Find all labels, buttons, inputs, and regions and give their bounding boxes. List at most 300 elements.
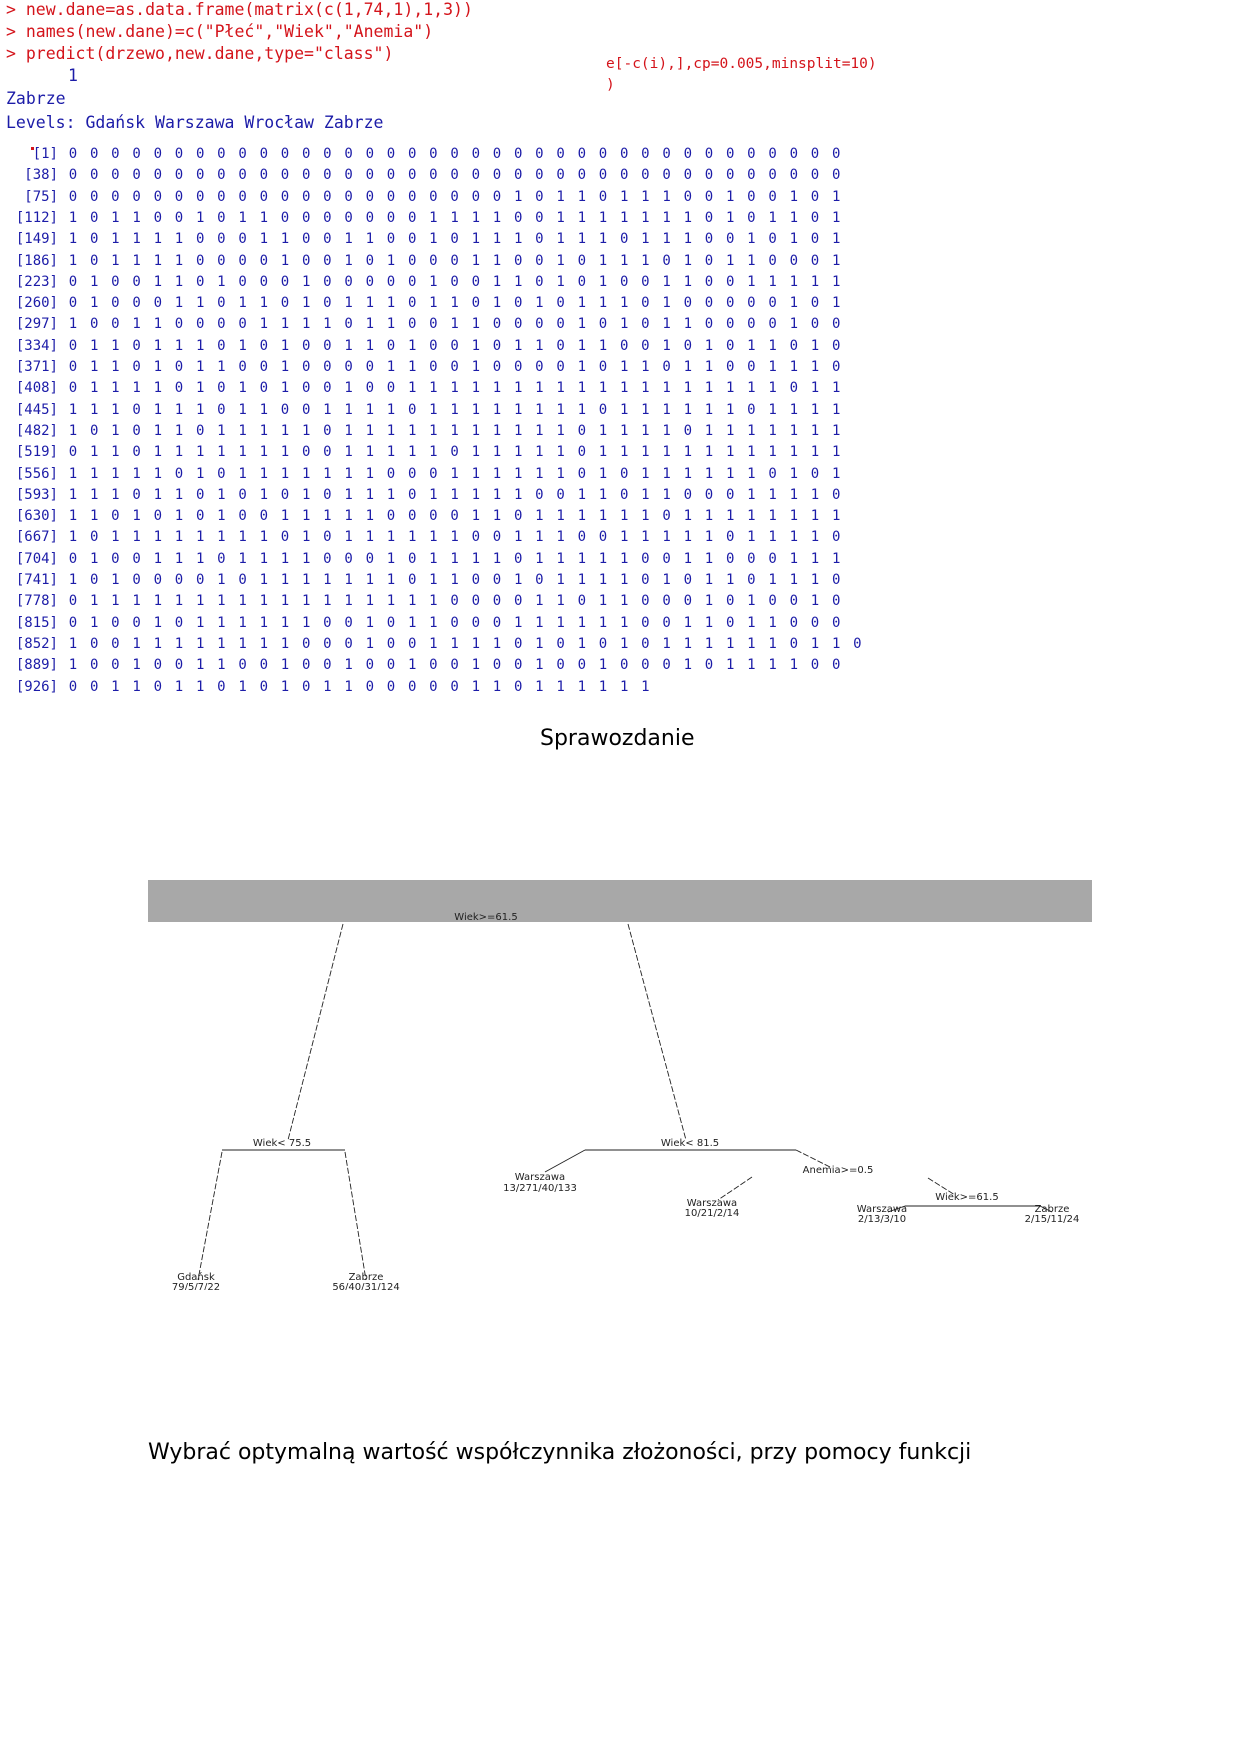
vector-value: 1 xyxy=(831,231,841,248)
vector-value: 1 xyxy=(810,422,820,439)
vector-value: 0 xyxy=(725,231,735,248)
vector-value: 1 xyxy=(768,529,777,546)
vector-value: 1 xyxy=(768,273,777,290)
vector-value: 1 xyxy=(111,422,120,439)
leaf-counts-label: 13/271/40/133 xyxy=(503,1183,577,1194)
vector-value: 1 xyxy=(429,635,438,652)
vector-value: 1 xyxy=(662,231,671,248)
vector-value: 0 xyxy=(132,444,141,461)
vector-value: 0 xyxy=(323,550,332,567)
vector-value: 0 xyxy=(407,572,417,588)
vector-value: 1 xyxy=(683,635,693,652)
vector-value: 1 xyxy=(386,316,396,333)
vector-value: 1 xyxy=(301,465,311,482)
vector-value: 1 xyxy=(174,444,184,461)
vector-value: 0 xyxy=(513,167,523,184)
vector-value: 0 xyxy=(365,657,375,674)
vector-value: 1 xyxy=(238,529,247,546)
vector-value: 0 xyxy=(323,273,332,290)
vector-row-index: [815] xyxy=(15,614,58,631)
vector-row xyxy=(6,636,866,656)
vector-row xyxy=(6,529,866,549)
vector-value: 0 xyxy=(513,359,523,375)
vector-value: 1 xyxy=(365,422,375,439)
vector-value: 0 xyxy=(365,359,375,375)
vector-value: 0 xyxy=(195,146,205,162)
vector-value: 0 xyxy=(619,657,629,674)
vector-value: 1 xyxy=(471,635,481,652)
vector-value: 1 xyxy=(280,678,290,695)
vector-value: 1 xyxy=(471,359,481,375)
vector-value: 0 xyxy=(831,486,841,503)
vector-value: 0 xyxy=(492,359,502,375)
vector-value: 0 xyxy=(619,146,629,162)
vector-value: 1 xyxy=(365,593,375,610)
vector-value: 0 xyxy=(747,572,756,588)
vector-value: 0 xyxy=(577,529,587,546)
vector-value: 0 xyxy=(238,316,247,333)
vector-value: 0 xyxy=(450,273,459,290)
vector-value: 0 xyxy=(238,657,247,674)
vector-value: 1 xyxy=(768,657,777,674)
vector-value: 1 xyxy=(365,614,375,631)
vector-value: 0 xyxy=(386,231,396,248)
vector-value: 1 xyxy=(768,635,777,652)
vector-value: 1 xyxy=(174,273,184,290)
vector-value: 1 xyxy=(238,678,247,695)
vector-value: 0 xyxy=(768,593,777,610)
vector-value: 1 xyxy=(365,635,375,652)
tree-header-band xyxy=(148,880,1092,922)
vector-value: 1 xyxy=(386,422,396,439)
vector-value: 0 xyxy=(238,508,247,525)
vector-value: 1 xyxy=(259,635,269,652)
vector-value: 1 xyxy=(789,188,799,205)
vector-value: 1 xyxy=(768,572,777,588)
vector-value: 1 xyxy=(344,678,353,695)
vector-value: 1 xyxy=(217,614,226,631)
vector-value: 1 xyxy=(725,188,735,205)
vector-value: 0 xyxy=(471,529,481,546)
vector-value: 1 xyxy=(513,444,523,461)
vector-value: 1 xyxy=(365,486,375,503)
vector-value: 1 xyxy=(662,316,671,333)
vector-value: 0 xyxy=(725,550,735,567)
vector-value: 0 xyxy=(683,167,693,184)
vector-value: 1 xyxy=(492,444,502,461)
vector-value: 1 xyxy=(386,572,396,588)
vector-value: 0 xyxy=(132,146,141,162)
vector-value: 1 xyxy=(259,444,269,461)
vector-value: 0 xyxy=(174,146,184,162)
vector-value: 1 xyxy=(683,380,693,397)
vector-value: 0 xyxy=(386,508,396,525)
vector-value: 1 xyxy=(619,252,629,269)
vector-value: 1 xyxy=(259,465,269,482)
vector-value: 0 xyxy=(301,401,311,418)
vector-value: 0 xyxy=(619,486,629,503)
vector-value: 0 xyxy=(598,188,608,205)
vector-value: 0 xyxy=(662,657,671,674)
vector-value: 1 xyxy=(429,295,438,312)
vector-value: 1 xyxy=(323,508,332,525)
vector-value: 1 xyxy=(662,422,671,439)
vector-value: 1 xyxy=(344,380,353,397)
vector-value: 1 xyxy=(492,209,502,226)
vector-row xyxy=(6,444,866,464)
vector-value: 1 xyxy=(513,465,523,482)
vector-value: 1 xyxy=(195,614,205,631)
vector-value: 1 xyxy=(238,401,247,418)
vector-value: 0 xyxy=(619,465,629,482)
vector-value: 1 xyxy=(598,337,608,354)
vector-value: 0 xyxy=(280,209,290,226)
vector-value: 1 xyxy=(492,422,502,439)
anemia-split-label: Anemia>=0.5 xyxy=(802,1165,874,1176)
vector-value: 1 xyxy=(704,359,714,375)
vector-value: 1 xyxy=(344,337,353,354)
vector-value: 0 xyxy=(323,529,332,546)
vector-value: 1 xyxy=(810,593,820,610)
vector-value: 1 xyxy=(217,593,226,610)
vector-value: 1 xyxy=(174,337,184,354)
vector-value: 1 xyxy=(768,401,777,418)
vector-value: 1 xyxy=(704,380,714,397)
console-side-note: e[-c(i),],cp=0.005,minsplit=10) xyxy=(606,56,877,72)
vector-value: 1 xyxy=(768,209,777,226)
vector-value: 0 xyxy=(429,508,438,525)
vector-value: 0 xyxy=(704,252,714,269)
vector-value: 0 xyxy=(831,167,841,184)
vector-value: 0 xyxy=(429,252,438,269)
vector-value: 1 xyxy=(132,593,141,610)
vector-value: 0 xyxy=(598,146,608,162)
vector-value: 0 xyxy=(259,657,269,674)
vector-value: 0 xyxy=(619,231,629,248)
vector-value: 0 xyxy=(323,422,332,439)
vector-value: 0 xyxy=(810,167,820,184)
vector-value: 1 xyxy=(662,529,671,546)
vector-value: 1 xyxy=(195,635,205,652)
vector-value: 0 xyxy=(492,316,502,333)
vector-value: 0 xyxy=(556,486,565,503)
vector-value: 1 xyxy=(450,401,459,418)
vector-value: 0 xyxy=(450,188,459,205)
vector-value: 0 xyxy=(598,401,608,418)
vector-value: 1 xyxy=(386,444,396,461)
vector-value: 0 xyxy=(704,209,714,226)
vector-value: 1 xyxy=(450,209,459,226)
vector-value: 1 xyxy=(831,550,841,567)
vector-value: 1 xyxy=(365,401,375,418)
vector-value: 0 xyxy=(386,657,396,674)
vector-value: 1 xyxy=(323,593,332,610)
vector-value: 1 xyxy=(747,657,756,674)
vector-value: 0 xyxy=(556,316,565,333)
vector-value: 0 xyxy=(577,273,587,290)
vector-value: 0 xyxy=(556,146,565,162)
vector-value: 1 xyxy=(450,572,459,588)
vector-value: 0 xyxy=(344,316,353,333)
vector-value: 1 xyxy=(810,401,820,418)
vector-value: 1 xyxy=(217,486,226,503)
vector-value: 1 xyxy=(535,678,544,695)
vector-value: 1 xyxy=(662,295,671,312)
vector-value: 0 xyxy=(280,273,290,290)
vector-value: 0 xyxy=(301,657,311,674)
vector-value: 0 xyxy=(810,657,820,674)
vector-value: 1 xyxy=(111,593,120,610)
vector-value: 1 xyxy=(365,231,375,248)
vector-value: 1 xyxy=(195,209,205,226)
vector-value: 0 xyxy=(683,422,693,439)
vector-value: 1 xyxy=(577,635,587,652)
vector-value: 0 xyxy=(153,572,163,588)
vector-value: 1 xyxy=(747,231,756,248)
vector-value: 1 xyxy=(556,252,565,269)
vector-value: 0 xyxy=(492,657,502,674)
vector-value: 1 xyxy=(323,401,332,418)
vector-value: 1 xyxy=(789,316,799,333)
vector-value: 1 xyxy=(598,508,608,525)
vector-value: 1 xyxy=(831,295,841,312)
vector-value: 1 xyxy=(577,550,587,567)
vector-value: 0 xyxy=(662,550,671,567)
vector-value: 1 xyxy=(89,444,99,461)
vector-value: 1 xyxy=(768,444,777,461)
vector-value: 0 xyxy=(174,657,184,674)
vector-value: 0 xyxy=(747,209,756,226)
vector-value: 1 xyxy=(386,252,396,269)
vector-value: 0 xyxy=(259,678,269,695)
vector-value: 0 xyxy=(323,167,332,184)
vector-value: 0 xyxy=(768,146,777,162)
vector-value: 1 xyxy=(577,359,587,375)
vector-value: 1 xyxy=(407,444,417,461)
vector-value: 0 xyxy=(386,209,396,226)
vector-value: 1 xyxy=(323,316,332,333)
vector-value: 1 xyxy=(535,295,544,312)
vector-value: 0 xyxy=(471,167,481,184)
vector-value: 0 xyxy=(153,146,163,162)
vector-value: 1 xyxy=(344,231,353,248)
vector-value: 1 xyxy=(662,273,671,290)
vector-value: 1 xyxy=(407,614,417,631)
vector-value: 0 xyxy=(641,146,650,162)
vector-value: 0 xyxy=(217,252,226,269)
vector-value: 1 xyxy=(492,252,502,269)
vector-value: 1 xyxy=(725,209,735,226)
vector-value: 1 xyxy=(111,252,120,269)
vector-value: 1 xyxy=(429,231,438,248)
vector-value: 1 xyxy=(89,380,99,397)
vector-value: 1 xyxy=(471,401,481,418)
vector-value: 1 xyxy=(810,635,820,652)
vector-value: 1 xyxy=(789,209,799,226)
vector-value: 0 xyxy=(683,572,693,588)
vector-value: 0 xyxy=(301,231,311,248)
vector-value: 0 xyxy=(471,572,481,588)
vector-value: 1 xyxy=(344,657,353,674)
vector-value: 0 xyxy=(365,252,375,269)
vector-value: 1 xyxy=(195,465,205,482)
vector-value: 1 xyxy=(195,359,205,375)
tree-edge xyxy=(545,1150,585,1172)
vector-value: 1 xyxy=(111,465,120,482)
vector-value: 0 xyxy=(513,657,523,674)
vector-value: 0 xyxy=(429,465,438,482)
vector-value: 0 xyxy=(662,252,671,269)
vector-value: 1 xyxy=(195,380,205,397)
vector-value: 1 xyxy=(641,444,650,461)
vector-value: 1 xyxy=(513,273,523,290)
vector-value: 1 xyxy=(619,316,629,333)
vector-value: 1 xyxy=(280,465,290,482)
vector-value: 1 xyxy=(238,422,247,439)
vector-value: 1 xyxy=(810,508,820,525)
vector-value: 1 xyxy=(831,508,841,525)
vector-value: 0 xyxy=(344,188,353,205)
vector-value: 0 xyxy=(556,657,565,674)
vector-value: 0 xyxy=(344,614,353,631)
vector-value: 0 xyxy=(768,295,777,312)
vector-value: 1 xyxy=(471,657,481,674)
vector-row xyxy=(6,380,866,400)
vector-value: 1 xyxy=(831,444,841,461)
vector-value: 1 xyxy=(768,337,777,354)
vector-value: 0 xyxy=(301,188,311,205)
vector-value: 0 xyxy=(747,401,756,418)
vector-value: 0 xyxy=(577,593,587,610)
vector-value: 0 xyxy=(89,188,99,205)
vector-value: 0 xyxy=(217,316,226,333)
vector-value: 1 xyxy=(68,572,78,588)
vector-value: 0 xyxy=(768,167,777,184)
vector-row xyxy=(6,167,866,187)
vector-value: 1 xyxy=(641,529,650,546)
vector-value: 1 xyxy=(556,209,565,226)
vector-value: 0 xyxy=(301,167,311,184)
vector-value: 0 xyxy=(471,188,481,205)
vector-value: 0 xyxy=(68,167,78,184)
vector-value: 1 xyxy=(174,295,184,312)
vector-value: 0 xyxy=(238,231,247,248)
vector-value: 1 xyxy=(662,486,671,503)
vector-row-index: [371] xyxy=(15,359,58,375)
vector-value: 0 xyxy=(407,231,417,248)
vector-value: 0 xyxy=(577,422,587,439)
vector-row-index: [38] xyxy=(24,167,58,184)
decision-tree-figure xyxy=(0,850,1240,1290)
vector-value: 1 xyxy=(386,529,396,546)
vector-value: 0 xyxy=(471,593,481,610)
vector-value: 1 xyxy=(810,380,820,397)
vector-value: 0 xyxy=(111,657,120,674)
vector-value: 0 xyxy=(747,359,756,375)
vector-value: 0 xyxy=(535,572,544,588)
vector-value: 0 xyxy=(810,209,820,226)
vector-value: 0 xyxy=(492,572,502,588)
vector-value: 0 xyxy=(217,465,226,482)
vector-value: 1 xyxy=(577,572,587,588)
vector-value: 1 xyxy=(535,422,544,439)
vector-value: 1 xyxy=(619,550,629,567)
vector-value: 1 xyxy=(153,550,163,567)
vector-value: 1 xyxy=(153,401,163,418)
vector-value: 1 xyxy=(598,295,608,312)
vector-value: 1 xyxy=(641,422,650,439)
vector-value: 1 xyxy=(471,209,481,226)
vector-value: 1 xyxy=(598,572,608,588)
vector-value: 0 xyxy=(301,635,311,652)
vector-value: 1 xyxy=(450,316,459,333)
vector-value: 1 xyxy=(132,508,141,525)
vector-value: 0 xyxy=(662,508,671,525)
vector-value: 1 xyxy=(238,444,247,461)
vector-value: 1 xyxy=(153,529,163,546)
vector-value: 0 xyxy=(132,337,141,354)
vector-value: 1 xyxy=(471,316,481,333)
vector-value: 1 xyxy=(68,486,78,503)
vector-value: 1 xyxy=(641,465,650,482)
leaf-counts-label: 2/15/11/24 xyxy=(1024,1214,1080,1225)
vector-value: 0 xyxy=(641,337,650,354)
vector-value: 0 xyxy=(217,188,226,205)
vector-value: 0 xyxy=(174,380,184,397)
vector-row-index: [75] xyxy=(24,188,58,205)
vector-value: 1 xyxy=(471,550,481,567)
vector-row-index: [408] xyxy=(15,380,58,397)
vector-row xyxy=(6,593,866,613)
vector-value: 0 xyxy=(365,550,375,567)
vector-value: 1 xyxy=(492,380,502,397)
vector-value: 1 xyxy=(619,188,629,205)
vector-value: 0 xyxy=(535,252,544,269)
vector-value: 1 xyxy=(429,401,438,418)
vector-value: 1 xyxy=(831,209,841,226)
vector-value: 1 xyxy=(725,401,735,418)
vector-value: 1 xyxy=(725,572,735,588)
vector-value: 1 xyxy=(386,359,396,375)
vector-row-index: [223] xyxy=(15,273,58,290)
levels-line: Levels: Gdańsk Warszawa Wrocław Zabrze xyxy=(6,113,384,132)
vector-value: 0 xyxy=(217,401,226,418)
vector-value: 0 xyxy=(386,678,396,695)
vector-value: 1 xyxy=(450,635,459,652)
vector-value: 1 xyxy=(301,508,311,525)
vector-value: 1 xyxy=(619,572,629,588)
leaf-counts-label: 2/13/3/10 xyxy=(857,1214,907,1225)
vector-value: 1 xyxy=(810,529,820,546)
vector-value: 1 xyxy=(89,295,99,312)
vector-value: 1 xyxy=(280,508,290,525)
vector-value: 0 xyxy=(556,337,565,354)
vector-value: 0 xyxy=(217,380,226,397)
vector-value: 1 xyxy=(195,444,205,461)
vector-value: 0 xyxy=(810,231,820,248)
vector-value: 1 xyxy=(111,380,120,397)
vector-value: 1 xyxy=(429,422,438,439)
vector-value: 0 xyxy=(259,167,269,184)
vector-value: 0 xyxy=(831,614,841,631)
vector-value: 0 xyxy=(153,678,163,695)
vector-row xyxy=(6,679,866,699)
vector-value: 1 xyxy=(407,359,417,375)
vector-value: 0 xyxy=(195,486,205,503)
vector-value: 0 xyxy=(238,146,247,162)
vector-value: 1 xyxy=(132,209,141,226)
vector-value: 0 xyxy=(704,188,714,205)
